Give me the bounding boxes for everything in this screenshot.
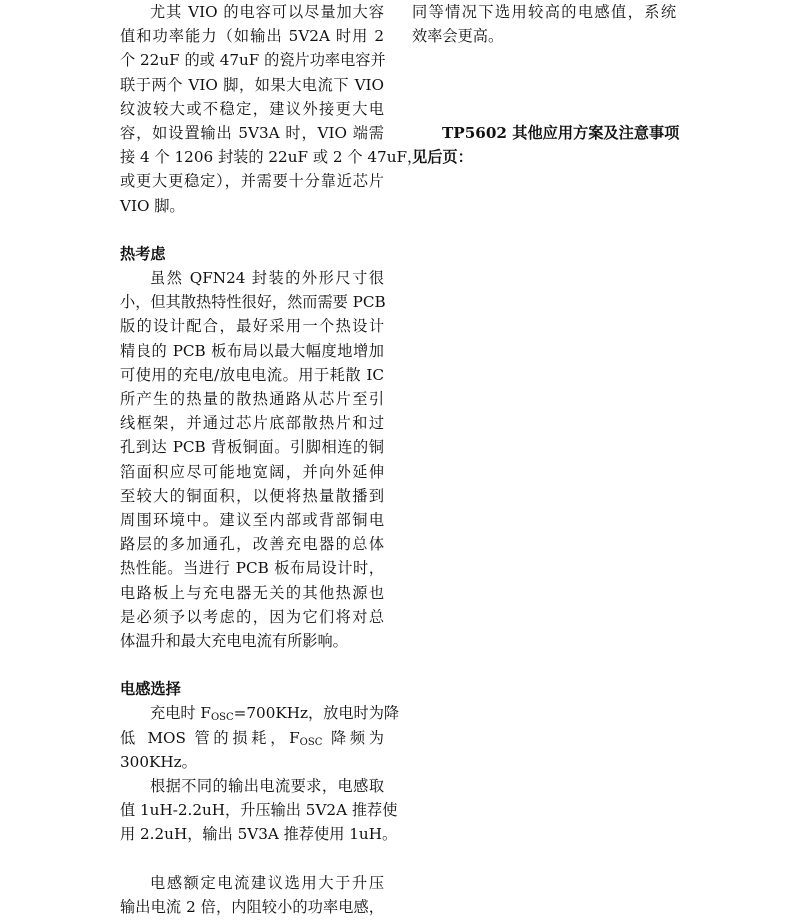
paragraph-spacer <box>120 653 384 677</box>
osc-subscript: OSC <box>299 736 323 748</box>
text-line: 精良的 PCB 板布局以最大幅度地增加 <box>120 341 384 360</box>
inductor-current-paragraph <box>120 871 384 919</box>
paragraph-spacer <box>120 218 384 242</box>
text-line: 热性能。当进行 PCB 板布局设计时， <box>120 559 384 578</box>
text-fragment: 低 MOS 管的损耗，F <box>120 728 300 747</box>
text-line: 至较大的铜面积，以便将热量散播到 <box>120 486 384 505</box>
text-line: 电路板上与充电器无关的其他热源也 <box>120 583 384 602</box>
text-line: 300KHz。 <box>120 752 197 771</box>
inductor-paragraph <box>120 701 400 774</box>
thermal-paragraph <box>120 266 384 653</box>
text-fragment: 降频为 <box>322 728 384 747</box>
thermal-heading: 热考虑 <box>120 244 166 263</box>
other-applications-note <box>412 121 680 169</box>
text-line: 电感额定电流建议选用大于升压 <box>150 873 384 892</box>
text-line: 根据不同的输出电流要求，电感取 <box>150 777 384 795</box>
text-line: 值 1uH-2.2uH，升压输出 5V2A 推荐使 <box>120 801 398 820</box>
text-line: 用 2.2uH，输出 5V3A 推荐使用 1uH。 <box>120 825 398 844</box>
vio-capacitor-paragraph <box>120 0 423 218</box>
text-line: 小，但其散热特性很好，然而需要 PCB <box>120 293 386 312</box>
paragraph-spacer <box>120 847 384 871</box>
text-line: 尤其 VIO 的电容可以尽量加大容 <box>150 3 384 21</box>
inductor-heading: 电感选择 <box>120 680 181 699</box>
text-line: 容，如设置输出 5V3A 时，VIO 端需 <box>120 123 384 142</box>
text-line: 接 4 个 1206 封装的 22uF 或 2 个 47uF， <box>120 148 423 167</box>
text-line: 效率会更高。 <box>412 27 504 46</box>
text-line: 线框架，并通过芯片底部散热片和过 <box>120 414 384 433</box>
text-line: VIO 脚。 <box>120 196 185 215</box>
text-line: 路层的多加通孔，改善充电器的总体 <box>120 535 384 554</box>
text-line <box>120 701 400 725</box>
left-column <box>120 0 423 919</box>
text-line: 联于两个 VIO 脚，如果大电流下 VIO <box>120 75 384 94</box>
paragraph-spacer <box>412 48 676 72</box>
text-fragment: 充电时 F <box>150 704 211 723</box>
text-line: 箔面积应尽可能地宽阔，并向外延伸 <box>120 462 384 481</box>
text-line: 是必须予以考虑的，因为它们将对总 <box>120 607 384 626</box>
paragraph-spacer <box>412 73 676 97</box>
text-line: 体温升和最大充电电流有所影响。 <box>120 631 348 650</box>
text-line: 版的设计配合，最好采用一个热设计 <box>120 317 384 336</box>
inductor-value-paragraph <box>120 774 398 847</box>
text-fragment: =700KHz，放电时为降 <box>233 704 400 723</box>
paragraph-spacer <box>412 97 676 121</box>
continuation-paragraph <box>412 0 676 48</box>
text-line: TP5602 其他应用方案及注意事项 <box>442 123 680 142</box>
text-line: 值和功率能力（如输出 5V2A 时用 2 <box>120 27 384 46</box>
right-column <box>412 0 680 169</box>
osc-subscript: OSC <box>210 712 234 724</box>
text-line: 或更大更稳定），并需要十分靠近芯片 <box>120 172 384 191</box>
text-line: 同等情况下选用较高的电感值，系统 <box>412 3 676 21</box>
text-line: 周围环境中。建议至内部或背部铜电 <box>120 510 384 529</box>
text-line: 纹波较大或不稳定，建议外接更大电 <box>120 99 384 118</box>
text-line: 孔到达 PCB 背板铜面。引脚相连的铜 <box>120 438 384 457</box>
text-line: 个 22uF 的或 47uF 的瓷片功率电容并 <box>120 51 386 70</box>
text-line <box>120 726 384 750</box>
text-line: 见后页： <box>412 148 473 167</box>
text-line: 虽然 QFN24 封装的外形尺寸很 <box>150 269 384 288</box>
text-line: 可使用的充电/放电电流。用于耗散 IC <box>120 365 384 384</box>
text-line: 输出电流 2 倍，内阻较小的功率电感， <box>120 897 384 916</box>
text-line: 所产生的热量的散热通路从芯片至引 <box>120 390 384 408</box>
